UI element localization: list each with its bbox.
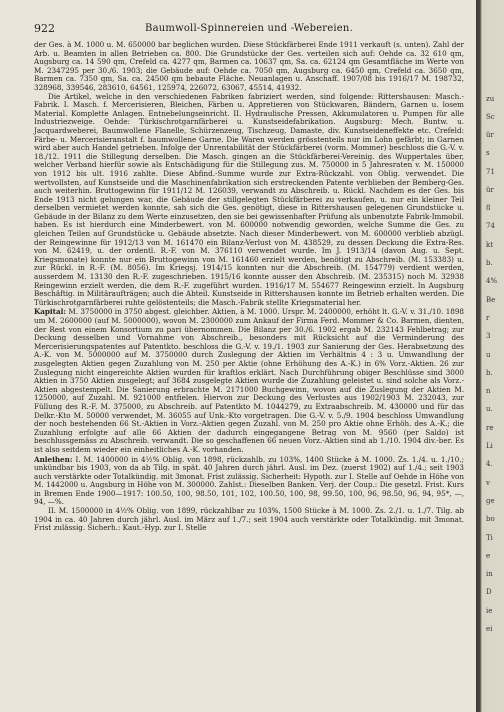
paragraph-text: M. 3750000 in 3750 abgest. gleichber. Aktien, à M. 1000. Urspr. M. 2400000, erhöht lt. G.-V. v. 31./10. 1898 um M. 2600000 (auf M. 5000000), wovon M. 2300000 zum Ankauf der Firma Ferd. Mommer & Co. Barmen, dienten, der Rest von einem Konsortium zu pari übernommen. Die Bilanz per 30./6. 1902 ergab M. 232143 Fehlbetrag; zur Deckung desselben und Vornahme von Abschreib., besonders mit Rücksicht auf die Verminderung des Mercerisierungspatentes auf Patentkto. beschloss die G.-V. v. 19./1. 1903 zur Sanierung der Ges. Herabsetzung des A.-K. von M. 5000000 auf M. 3750000 durch Zuslegung der Aktien im Verhältnis 4 : 3 u. Umwandlung der zusgelegten Aktien gegen Zuzahlung von M. 250 per Aktie (ohne Erhöhung des A.-K.) in 6% Vorz.-Aktien. 26 zur Zuslegung nicht eingereichte Aktien wurden für kraftlos erklärt. Nach Durchführung obiger Beschlüsse sind 3000 Aktien in 3750 Aktien zusgelegt; auf 3684 zusgelegte Aktien wurde die Zuzahlung geleistet u. sind solche als Vorz.-Aktien abgestempelt. Die Sanierung erbrachte M. 2171000 Buchgewinn, wovon auf die Zuslegung der Aktien M. 1250000, auf Zuzahl. M. 921000 entfielen. Hiervon zur Deckung des Verlustes aus 1902/1903 M. 232043, zur Füllung des R.-F. M. 375000, zu Abschreib. auf Patentkto M. 1044279, zu Extraabschreib. M. 430000 und für das Delkr.-Kto M. 50000 verwendet, M. 36055 auf Unk.-Kto vorgetragen. Die G.-V. v. 5./9. 1904 beschloss Umwandlung der noch bestehenden 66 St.-Aktien in Vorz.-Aktien gegen Zuzahl. von M. 250 pro Aktie ohne Erhöh. des A.-K.; die Zuzahlung erfolgte auf alle 66 Aktien der dadurch eingegangene Betrag von M. 9560 (per Saldo) ist beschlussgemäss zu Abschreib. verwandt. Die so geschaffenen 66 neuen Vorz.-Aktien sind ab 1./10. 1904 div.-ber. Es ist also seitdem wieder ein einheitliches A.-K. vorhanden. xyxy=(34,307,464,454)
gutter-fragment: r xyxy=(486,314,490,322)
gutter-fragment: in xyxy=(486,570,493,578)
gutter-fragment: u. xyxy=(486,405,493,413)
gutter-fragment: ge xyxy=(486,497,495,505)
gutter-fragment: v xyxy=(486,479,490,487)
gutter-fragment: s xyxy=(486,149,490,157)
page-header xyxy=(34,22,464,36)
gutter-fragment: Sc xyxy=(486,113,495,121)
running-title: Baumwoll-Spinnereien und -Webereien. xyxy=(145,23,353,34)
page-body xyxy=(34,41,464,533)
gutter-fragment: u xyxy=(486,351,491,359)
gutter-fragment: kt xyxy=(486,241,494,249)
gutter-fragment: 71 xyxy=(486,168,495,176)
gutter-fragment: re xyxy=(486,424,494,432)
paragraph-facilities xyxy=(34,41,464,93)
paragraph-text: II. M. 1500000 in 4½% Oblig. von 1899, rückzahlbar zu 103%, 1500 Stücke à M. 1000. Zs. 2./1. u. 1./7. Tilg. ab 1904 in ca. 40 Jahren durch jährl. Ausl. im März auf 1./7.; seit 1904 auch verstärkte oder Totalkündig. mit 3monat. Frist zulässig. Sicherh.: Kaut.-Hyp. zur I. Stelle xyxy=(34,506,464,533)
paragraph-capital xyxy=(34,308,464,454)
gutter-fragment: 4. xyxy=(486,460,493,468)
gutter-fragment: Ti xyxy=(486,534,493,542)
gutter-fragment: ür xyxy=(486,186,494,194)
gutter-fragment: ei xyxy=(486,625,493,633)
gutter-fragment: ie xyxy=(486,607,493,615)
paragraph-products xyxy=(34,93,464,308)
section-label-loans: Anleihen: xyxy=(34,454,73,464)
gutter-fragment: b. xyxy=(486,259,493,267)
gutter-fragment: zu xyxy=(486,95,495,103)
gutter-fragment: ür xyxy=(486,131,494,139)
gutter-fragment: 8 xyxy=(486,204,491,212)
adjacent-page-edge xyxy=(476,0,504,712)
gutter-fragment: 74 xyxy=(486,222,495,230)
gutter-fragment: 4% xyxy=(486,277,498,285)
gutter-fragment: n xyxy=(486,387,491,395)
gutter-fragment: Li xyxy=(486,442,493,450)
paragraph-text: der Ges. à M. 1000 u. M. 650000 bar beglichen wurden. Diese Stückfärberei Ende 1911 verkauft (s. unten). Zahl der Arb. u. Beamten in allen Betrieben ca. 800. Die Grundstücke der Ges. verteilen sich auf: Oehde ca. 32 610 qm, Augsburg ca. 14 590 qm, Crefeld ca. 4277 qm, Barmen ca. 10637 qm, Sa. ca. 62124 qm Gesamtfläche im Werte von M. 2347295 per 30./6. 1903; die Gebäude auf: Oehde ca. 7050 qm, Augsburg ca. 6450 qm, Crefeld ca. 3650 qm, Barmen ca. 7350 qm, Sa. ca. 24500 qm bebaute Fläche. Neuanlagen u. Anschaff. 1907/08 bis 1916/17 M. 198732, 328968, 339546, 283610, 64561, 125974, 226072, 63067, 45514, 41932. xyxy=(34,40,464,92)
section-label-capital: Kapital: xyxy=(34,307,67,317)
gutter-fragment: D xyxy=(486,588,492,596)
gutter-fragment: b. xyxy=(486,369,493,377)
paragraph-text: Die Artikel, welche in den verschiedenen Fabriken fabriziert werden, sind folgende: Rittershausen: Masch.-Fabrik. I. Masch. f. Mercerisieren, Bleichen, Färben u. Appretieren von Stückwaren, Bändern, Garnen u. losem Material. Komplette Anlagen. Entnebelungseinricht. II. Hydraulische Pressen, Akkumulatoren u. Pumpen für alle Industriezweige. Oehde: Türkischrotgarnfärberei u. Kunstseidefabrikation. Augsburg: Mech. Buntw. u. Jacquardweberei, Baumwollene Flanelle, Schürzenzeug, Tischzeug, Damaste, div. Kunstseideneffekte etc. Crefeld: Färbe- u. Mercerisieranstalt f. baumwollene Garne. Die Waren werden grösstenteils nur im Lohn gefärbt; in Garnen wird aber auch Handel getrieben. Infolge der Unrentabilität der Stückfärberei (vorm. Mommer) beschloss die G.-V. v. 18./12. 1911 die Stillegung derselben. Die Masch. gingen an die Stückfärberei-Vereinig. des Wuppertales über, welcher Verband hierfür sowie als Entschädigung für die Stillegung zus. M. 750000 in 5 Jahresraten v. M. 150000 von 1912 bis ult. 1916 zahlte. Diese Abfind.-Summe wurde zur Extra-Rückzahl. von Oblig. verwendet. Die wertvollsten, auf Kunstseide und die Maschinenfabrikation sich erstreckenden Patente verblieben der Bemberg-Ges. auch weiterhin. Bruttogewinn für 1911/12 M. 126039, verwandt zu Abschreib. u. Rückl. Nachdem es der Ges. bis Ende 1913 nicht gelungen war, die Gebäude der stillgelegten Stückfärberei zu verkaufen, u. nur ein kleiner Teil derselben vermietet werden konnte, sah sich die Ges. genötigt, diese in Rittershausen gelegenen Grundstücke u. Gebäude in der Bilanz zu dem Werte einzusetzen, den sie bei gewissenhafter Prüfung als unbenutzte Fabrik-Immobil. haben. Es ist hierdurch eine Minderbewert. von M. 600000 notwendig geworden, welche Summe die Ges. zu gleichen Teilen auf Grundstücke u. Gebäude absetzte. Nach dieser Minderbewert. von M. 600000 verblieb abzügl. der Reingewinne für 1912/13 von M. 161470 ein Bilanz-Verlust von M. 438529, zu dessen Deckung die Extra-Res. von M. 62419, u. der ordentl. R.-F. von M. 376110 verwendet wurde. Im J. 1913/14 (davon Aug. u. Sept. Kriegsmonate) konnte nur ein Bruttogewinn von M. 161460 erzielt werden, benötigt zu Abschreib. (M. 153383) u. zur Rückl. in R.-F. (M. 8056). Im Kriegsj. 1914/15 konnten nur die Abschreib. (M. 154779) verdient werden, ausserdem M. 13130 den R.-F. zugeschrieben. 1915/16 konnte ausser den Abschreib. (M. 235315) noch M. 32938 Reingewinn erzielt werden, die dem R.-F. zugeführt wurden. 1916/17 M. 554677 Reingewinn erzielt. In Augsburg Beschäftig. in Militäraufträgen; auch die Abteil. Kunstseide in Rittershausen konnte im Betrieb erhalten werden. Die Türkischrotgarnfärberei ruhte gelöstenteils; die Masch.-Fabrik stellte Kriegsmaterial her. xyxy=(34,91,464,307)
paragraph-text: I. M. 1400000 in 4½% Oblig. von 1898, rückzahlb. zu 103%, 1400 Stücke à M. 1000. Zs. 1./4. u. 1./10.; unkündbar bis 1903, von da ab Tilg. in spät. 40 Jahren durch jährl. Ausl. im Dez. (zuerst 1902) auf 1./4.; seit 1903 auch verstärkte oder Totalkündig. mit 3monat. Frist zulässig. Sicherheit: Hypoth. zur I. Stelle auf Oehde in Höhe von M. 1442000 u. Augsburg in Höhe von M. 300000. Zahlst.: Dieselben Banken. Verj. der Coup.: Die gesetzl. Frist. Kurs in Bremen Ende 1900—1917: 100.50, 100, 98.50, 101, 102, 100.50, 100, 98, 99.50, 100, 96, 98.50, 96, 94, 95*, —, 94, —%. xyxy=(34,454,464,507)
paragraph-loans xyxy=(34,456,464,508)
gutter-fragment: bo xyxy=(486,515,495,523)
gutter-fragment: e xyxy=(486,552,491,560)
gutter-fragment: 3 xyxy=(486,332,491,340)
paragraph-loan-two xyxy=(34,507,464,533)
page-number: 922 xyxy=(34,22,55,35)
gutter-fragment: Be xyxy=(486,296,496,304)
